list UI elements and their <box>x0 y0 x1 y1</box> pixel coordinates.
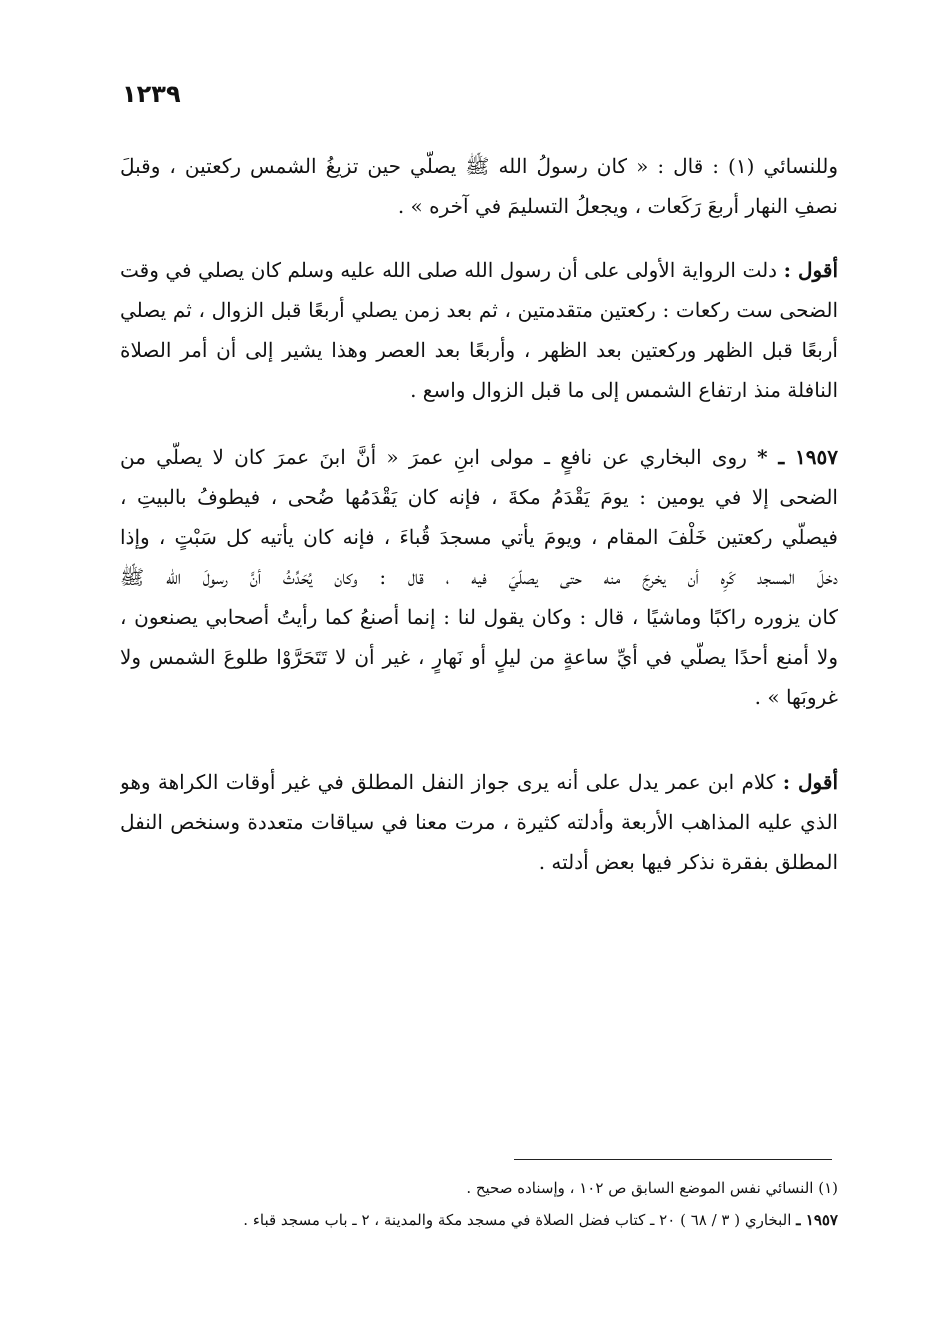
footnote-divider <box>514 1159 832 1160</box>
text-line: المطلق بفقرة نذكر فيها بعض أدلته . <box>538 850 838 874</box>
footnote-text: النسائي نفس الموضع السابق ص ١٠٢ ، وإسناده صحيح . <box>466 1179 814 1197</box>
footnote-item <box>120 1204 838 1236</box>
page-number: ١٢٣٩ <box>122 80 181 108</box>
commentary-label: أقول : <box>782 770 838 794</box>
text-line <box>120 250 838 290</box>
footnote-marker: (١) <box>818 1179 838 1197</box>
text-line: فيصلّي ركعتين خَلْفَ المقام ، ويومَ يأتي مسجدَ قُباءَ ، فإنه كان يأتيه كل سَبْتٍ ، وإذا <box>120 525 838 549</box>
paragraph-nasai <box>120 146 838 226</box>
footnote-text: البخاري ( ٣ / ٦٨ ) ٢٠ ـ كتاب فضل الصلاة في مسجد مكة والمدينة ، ٢ ـ باب مسجد قباء . <box>243 1211 792 1229</box>
text-line: دخلَ المسجد كَرِه أن يخرجَ منه حتى يصلّيَ فيه ، قال : وكان يُحَدِّثُ أنَّ رسولَ الله ﷺ <box>120 565 838 589</box>
text-line: الذي عليه المذاهب الأربعة وأدلته كثيرة ، مرت معنا في سياقات متعددة وسنخص النفل <box>120 810 838 834</box>
text-line: الضحى إلا في يومين : يومَ يَقْدَمُ مكةَ ، فإنه كان يَقْدَمُها ضُحى ، فيطوفُ بالبيتِ ، <box>120 485 838 509</box>
paragraph-commentary-2 <box>120 762 838 882</box>
text-line: النافلة منذ ارتفاع الشمس إلى ما قبل الزوال واسع . <box>410 378 838 402</box>
text-line: وللنسائي (١) : قال : « كان رسولُ الله ﷺ يصلّي حين تزيغُ الشمس ركعتين ، وقبلَ <box>120 154 838 178</box>
line-text: كلام ابن عمر يدل على أنه يرى جواز النفل المطلق في غير أوقات الكراهة وهو <box>120 770 776 794</box>
text-line: ولا أمنع أحدًا يصلّي في أيِّ ساعةٍ من ليلٍ أو نَهارٍ ، غير أن لا تَتَحَرَّوْا طلوعَ الشمس ولا <box>120 645 838 669</box>
text-line: نصفِ النهار أربعَ رَكَعات ، ويجعلُ التسليمَ في آخره » . <box>397 194 838 218</box>
footnote-item <box>120 1172 838 1204</box>
text-line <box>120 437 838 477</box>
line-text: روى البخاري عن نافعٍ ـ مولى ابنِ عمرَ « أنَّ ابنَ عمرَ كان لا يصلّي من <box>120 445 747 469</box>
footnote-marker: ١٩٥٧ ـ <box>796 1211 838 1229</box>
paragraph-commentary-1 <box>120 250 838 410</box>
commentary-label: أقول : <box>783 258 838 282</box>
paragraph-hadith-1957 <box>120 437 838 717</box>
text-line: غروبَها » . <box>754 685 838 709</box>
hadith-number: ١٩٥٧ ـ * <box>757 445 838 469</box>
text-line: كان يزوره راكبًا وماشيًا ، قال : وكان يقول لنا : إنما أصنعُ كما رأيتُ أصحابي يصنعون ، <box>120 605 838 629</box>
footnotes <box>120 1172 838 1236</box>
text-line: الضحى ست ركعات : ركعتين متقدمتين ، ثم بعد زمن يصلي أربعًا قبل الزوال ، ثم يصلي <box>120 298 838 322</box>
text-line <box>120 762 838 802</box>
line-text: دلت الرواية الأولى على أن رسول الله صلى الله عليه وسلم كان يصلي في وقت <box>120 258 778 282</box>
text-line: أربعًا قبل الظهر وركعتين بعد الظهر ، وأربعًا بعد العصر وهذا يشير إلى أن أمر الصلاة <box>120 338 838 362</box>
